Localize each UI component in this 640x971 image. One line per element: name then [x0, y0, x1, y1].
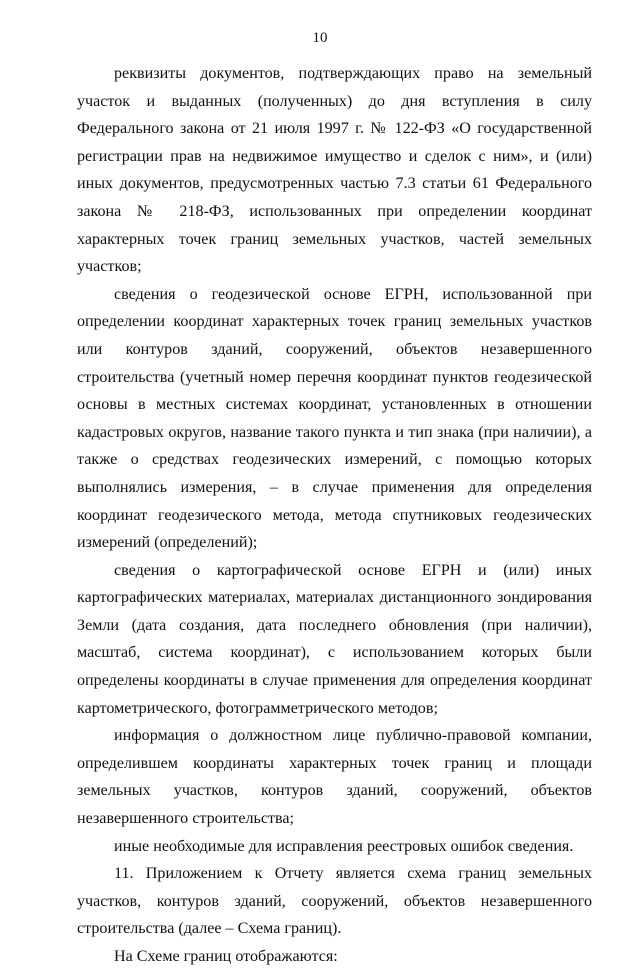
paragraph-geodetic-basis: сведения о геодезической основе ЕГРН, использованной при определении координат характерных точек границ земельных участков или контуров зданий, сооружений, объектов незавершенного строительства (учетный номер перечня координат пунктов геодезической основы в местных системах координат, установленных в отношении кадастровых округов, название такого пункта и тип знака (при наличии), а также о средствах геодезических измерений, с помощью которых выполнялись измерения, – в случае применения для определения координат геодезического метода, метода спутниковых геодезических измерений (определений); — [77, 285, 592, 552]
paragraph-scheme-intro: На Схеме границ отображаются: — [114, 948, 338, 965]
paragraph-other-information: иные необходимые для исправления реестровых ошибок сведения. — [114, 837, 574, 855]
document-body — [77, 60, 592, 971]
paragraph-document-details: реквизиты документов, подтверждающих право на земельный участок и выданных (полученных) до дня вступления в силу Федерального закона от 21 июля 1997 г. № 122-ФЗ «О государственной регистрации прав на недвижимое имущество и сделок с ним», и (или) иных документов, предусмотренных частью 7.3 статьи 61 Федерального закона № 218-ФЗ, использованных при определении координат характерных точек границ земельных участков, частей земельных участков; — [77, 65, 592, 276]
paragraph-section-11: 11. Приложением к Отчету является схема границ земельных участков, контуров зданий, сооружений, объектов незавершенного строительства (далее – Схема границ). — [77, 865, 592, 938]
paragraph-responsible-person: информация о должностном лице публично-правовой компании, определившем координаты характерных точек границ и площади земельных участков, контуров зданий, сооружений, объектов незавершенного строительства; — [77, 727, 592, 828]
page-number: 10 — [312, 30, 328, 46]
paragraph-cartographic-basis: сведения о картографической основе ЕГРН и (или) иных картографических материалах, материалах дистанционного зондирования Земли (дата создания, дата последнего обновления (при наличии), масштаб, система координат), с использованием которых были определены координаты в случае применения для определения координат картометрического, фотограмметрического методов; — [77, 561, 592, 717]
